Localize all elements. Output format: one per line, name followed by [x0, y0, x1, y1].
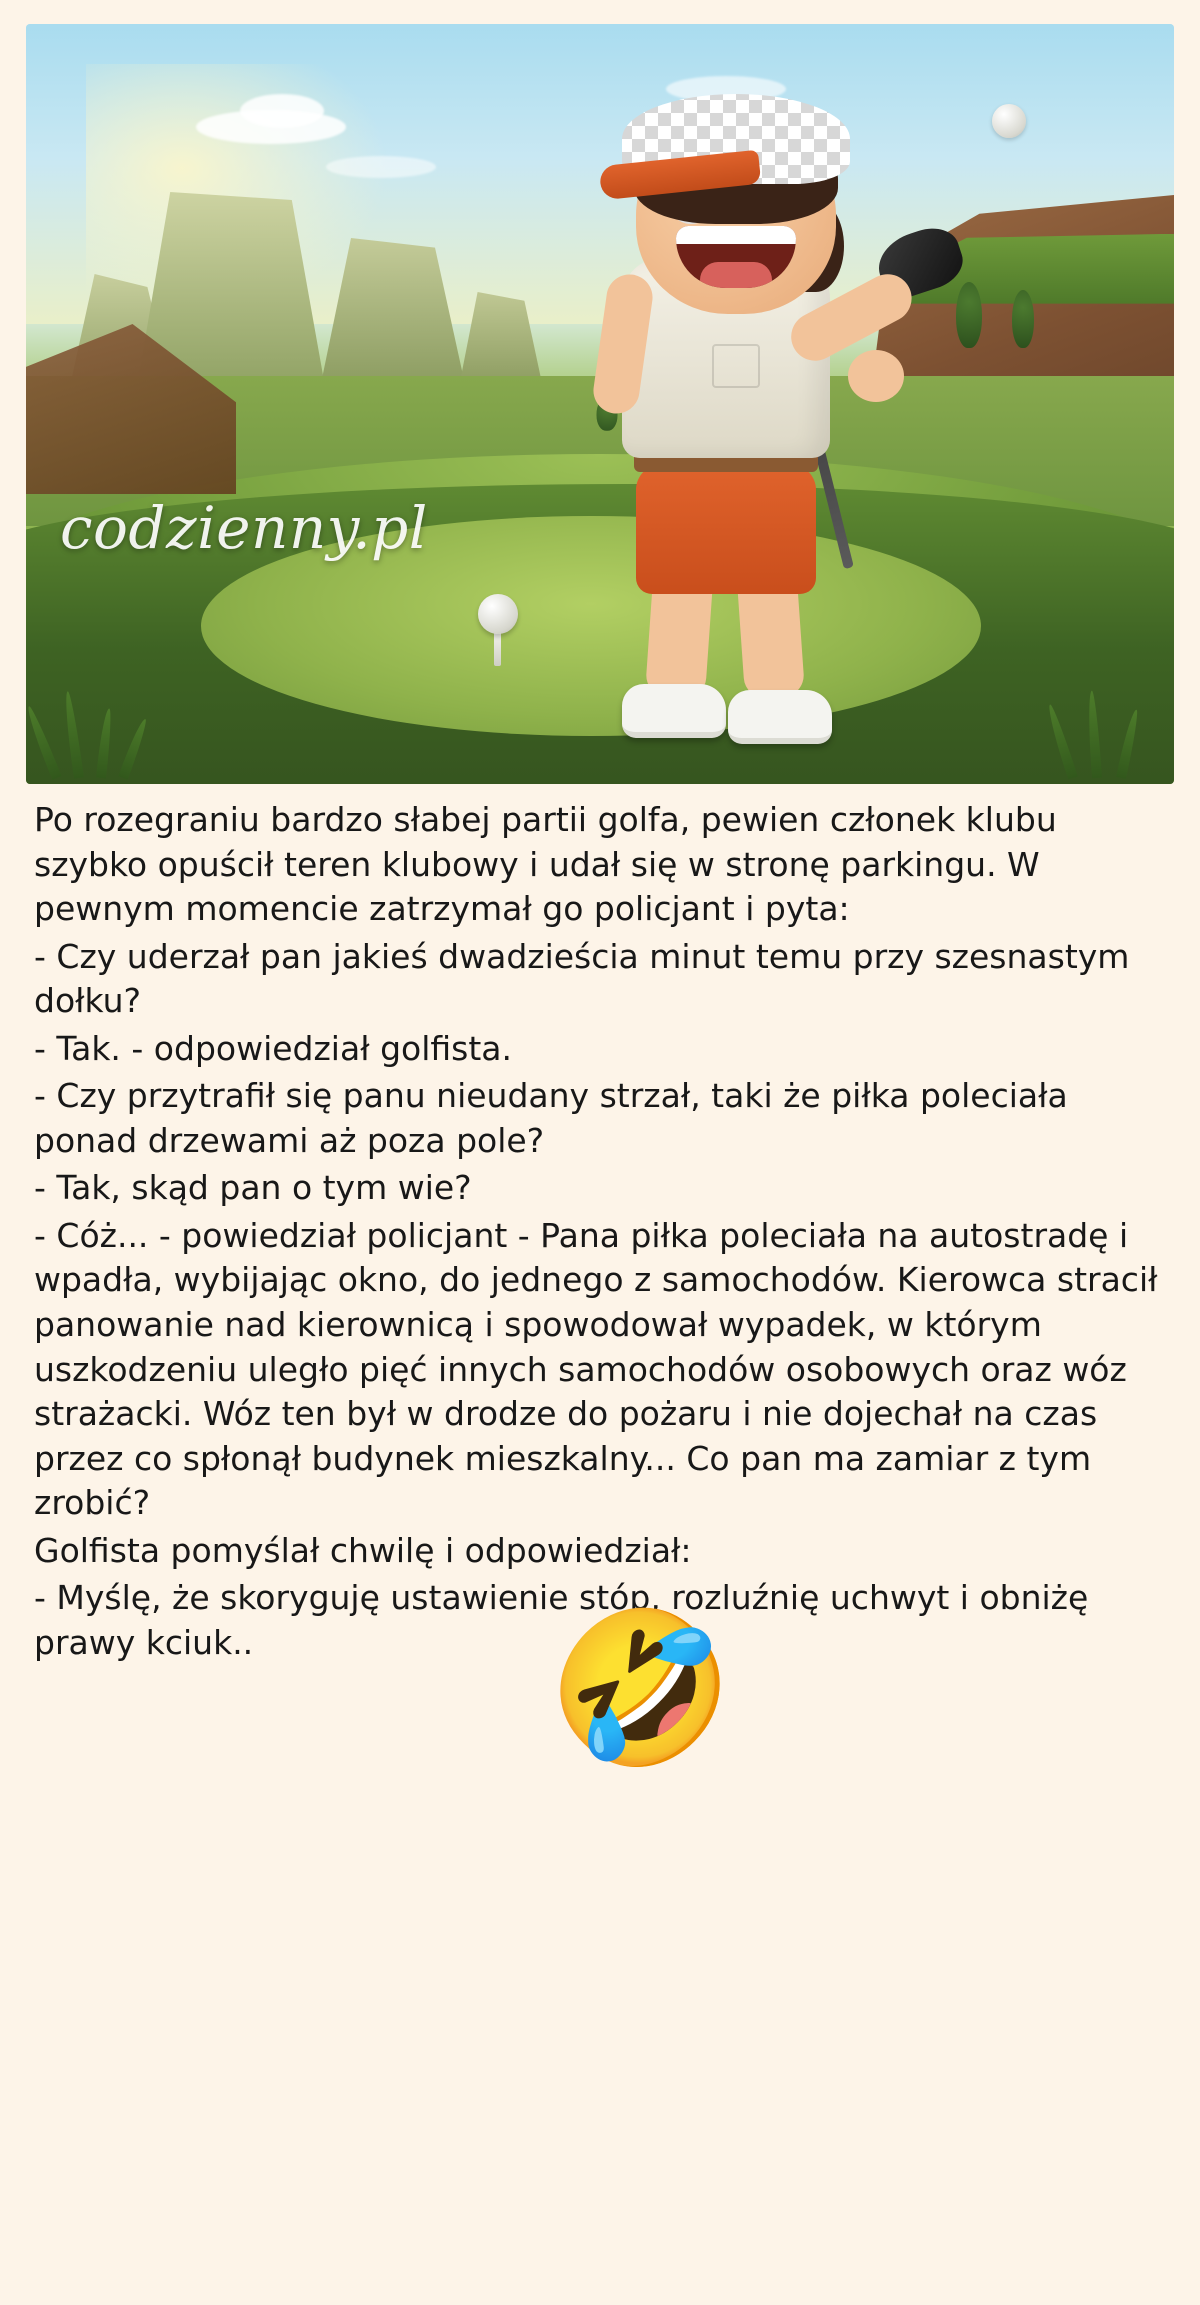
joke-paragraph: - Tak. - odpowiedział golfista.: [34, 1028, 513, 1068]
tree-icon: [956, 282, 982, 348]
golfer-shorts: [636, 464, 816, 594]
shirt-pocket: [712, 344, 760, 388]
joke-paragraph: - Czy przytrafił się panu nieudany strzał, taki że piłka poleciała ponad drzewami aż poza pole?: [34, 1076, 1068, 1160]
rofl-emoji-icon: 🤣: [547, 1602, 734, 1777]
golfer-teeth: [676, 226, 796, 244]
golf-tee: [494, 630, 501, 666]
joke-text: [26, 784, 1174, 1665]
watermark: codzienny.pl: [60, 494, 428, 562]
golfer-character: [526, 124, 946, 744]
golf-ball-on-tee: [478, 594, 518, 634]
cloud-icon: [240, 94, 324, 128]
joke-paragraph: - Cóż... - powiedział policjant - Pana piłka poleciała na autostradę i wpadła, wybijając okno, do jednego z samochodów. Kierowca stracił panowanie nad kierownicą i spowodował wypadek, w którym uszkodzeniu uległo pięć innych samochodów osobowych oraz wóz strażacki. Wóz ten był w drodze do pożaru i nie dojechał na czas przez co spłonął budynek mieszkalny... Co pan ma zamiar z tym zrobić?: [34, 1215, 1158, 1523]
golfer-tongue: [700, 262, 772, 288]
joke-paragraph: - Czy uderzał pan jakieś dwadzieścia minut temu przy szesnastym dołku?: [34, 936, 1130, 1021]
emoji-container: [26, 1602, 1174, 1794]
golf-ball-in-air: [992, 104, 1026, 138]
joke-paragraph: - Myślę, że skoryguję ustawienie stóp, rozluźnię uchwyt i obniżę prawy kciuk..: [34, 1578, 1089, 1662]
joke-paragraph: Golfista pomyślał chwilę i odpowiedział:: [34, 1530, 692, 1570]
joke-paragraph: Po rozegraniu bardzo słabej partii golfa, pewien członek klubu szybko opuścił teren klubowy i udał się w stronę parkingu. W pewnym momencie zatrzymał go policjant i pyta:: [34, 800, 1057, 929]
tree-icon: [1012, 290, 1034, 348]
golfer-shoe: [622, 684, 726, 738]
joke-illustration: [26, 24, 1174, 784]
golfer-shoe: [728, 690, 832, 744]
cloud-icon: [326, 156, 436, 178]
joke-paragraph: - Tak, skąd pan o tym wie?: [34, 1168, 472, 1208]
golfer-hand: [848, 350, 904, 402]
